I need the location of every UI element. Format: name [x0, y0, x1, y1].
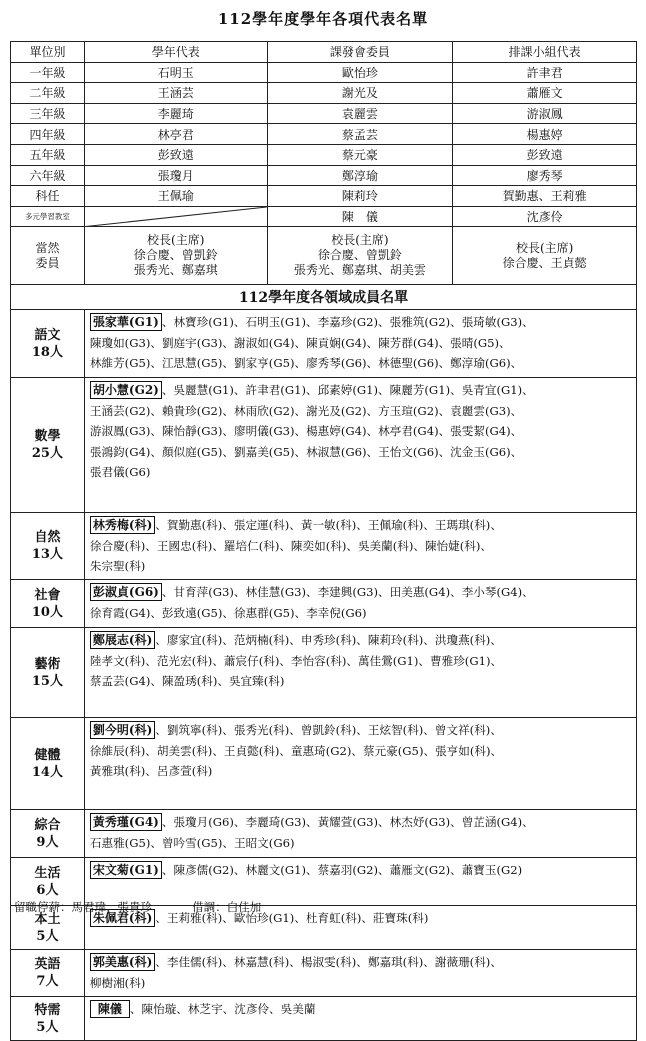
reps-table: [10, 41, 637, 1041]
scheduling-cell: 沈彥伶: [453, 206, 637, 227]
domain-count: 25人: [31, 446, 63, 462]
member-text: 游淑鳳(G3)、陳怡靜(G3)、廖明儀(G3)、楊惠婷(G4)、林亭君(G4)、張雯絜(G4)、: [89, 424, 523, 439]
member-line: [90, 556, 632, 577]
domain-row: [11, 997, 637, 1041]
member-line: [90, 401, 632, 422]
domain-leader: 宋文菊(G1): [90, 861, 162, 879]
member-line: [90, 651, 632, 672]
scheduling-cell: 楊惠婷: [453, 124, 637, 145]
unit-cell: [11, 227, 85, 285]
unit-line: 當然: [35, 240, 60, 255]
section-title-row: [11, 285, 637, 310]
empty-diagonal-cell: [84, 206, 267, 227]
domain-row: [11, 628, 637, 718]
member-line: [90, 333, 632, 354]
grade-rep-cell: 李麗琦: [84, 103, 267, 124]
domain-count: 15人: [31, 673, 63, 689]
member-text: 張君儀(G6): [89, 465, 151, 480]
domain-leader: 劉今明(科): [90, 721, 155, 739]
unit-cell: 六年級: [11, 165, 85, 186]
domain-label: [11, 718, 85, 810]
domain-row: [11, 513, 637, 580]
scheduling-cell: 廖秀琴: [453, 165, 637, 186]
member-text: 徐合慶(科)、王國忠(科)、羅培仁(科)、陳奕如(科)、吳美蘭(科)、陳怡婕(科)、: [89, 538, 492, 553]
unit-cell: 三年級: [11, 103, 85, 124]
member-line: 張秀光、鄭嘉琪: [133, 263, 218, 278]
domain-label: [11, 628, 85, 718]
member-line: [90, 353, 632, 374]
domain-count: 18人: [31, 344, 63, 360]
member-line: [90, 812, 632, 833]
domain-leader: 林秀梅(科): [90, 516, 155, 534]
member-text: 、甘育萍(G3)、林佳慧(G3)、李建興(G3)、田美惠(G4)、李小琴(G4)、: [161, 585, 534, 600]
document-title: 112學年度學年各項代表名單: [217, 10, 429, 28]
scheduling-cell: [453, 227, 637, 285]
grade-rep-cell: 林亭君: [84, 124, 267, 145]
domain-leader: 鄭展志(科): [90, 631, 155, 649]
domain-leader: 彭淑貞(G6): [90, 583, 162, 601]
section-title: 112學年度各領域成員名單: [11, 285, 637, 310]
domain-label: [11, 513, 85, 580]
member-text: 張鴻鈞(G4)、顏似庭(G5)、劉嘉美(G5)、林淑慧(G6)、王怡文(G6)、沈金玉(G6)、: [89, 444, 523, 459]
domain-label: [11, 310, 85, 378]
member-text: 黃雅琪(科)、呂彥萱(科): [89, 764, 213, 779]
domain-members: [84, 513, 636, 580]
member-text: 、陳怡璇、林芝宇、沈彥伶、吳美蘭: [129, 1002, 316, 1017]
member-line: 校長(主席): [331, 233, 389, 248]
domain-leader: 陳儀: [90, 1000, 130, 1018]
scheduling-cell: 賀勤惠、王莉雅: [453, 186, 637, 207]
member-line: [90, 999, 632, 1020]
domain-count: 5人: [36, 1019, 59, 1035]
domain-members: [84, 378, 636, 513]
member-line: [90, 630, 632, 651]
member-text: 柳樹湘(科): [89, 975, 146, 990]
domain-label: [11, 950, 85, 997]
domain-count: 5人: [36, 928, 59, 944]
unit-cell: 多元學習教室: [11, 206, 85, 227]
member-line: [90, 582, 632, 603]
member-text: 徐育霞(G4)、彭致遠(G5)、徐惠群(G5)、李幸倪(G6): [89, 605, 367, 620]
scheduling-cell: 許聿君: [453, 62, 637, 83]
domain-count: 7人: [36, 974, 59, 990]
domain-label: [11, 810, 85, 858]
footer-leave: 留職停薪：馬君瑋、張貴珍: [14, 900, 152, 914]
domain-leader: 胡小慧(G2): [90, 381, 162, 399]
member-line: [90, 380, 632, 401]
domain-members: [84, 997, 636, 1041]
domain-members: [84, 950, 636, 997]
domain-name: 特需: [34, 1002, 61, 1018]
domain-name: 健體: [34, 747, 61, 763]
member-text: 、吳麗慧(G1)、許聿君(G1)、邱素婷(G1)、陳麗芳(G1)、吳青宜(G1)、: [161, 383, 534, 398]
scheduling-cell: 游淑鳳: [453, 103, 637, 124]
domain-leader: 郭美惠(科): [90, 953, 155, 971]
diagonal-line: [85, 207, 267, 227]
member-line: [90, 973, 632, 994]
reps-row-ex-officio: [11, 227, 637, 285]
reps-row: [11, 83, 637, 104]
unit-cell: 一年級: [11, 62, 85, 83]
domain-count: 6人: [36, 882, 59, 898]
domain-name: 自然: [34, 530, 61, 546]
unit-cell: 科任: [11, 186, 85, 207]
member-line: [90, 421, 632, 442]
member-text: 朱宗聖(科): [89, 559, 146, 574]
member-line: [90, 442, 632, 463]
member-text: 王涵芸(G2)、賴貴珍(G2)、林雨欣(G2)、謝光及(G2)、方玉瑄(G2)、袁麗雲(G3)、: [89, 403, 523, 418]
domain-members: [84, 628, 636, 718]
member-line: 校長(主席): [147, 233, 205, 248]
member-text: 石惠雅(G5)、曾吟雪(G5)、王昭文(G6): [89, 835, 295, 850]
member-line: 校長(主席): [515, 240, 574, 255]
domain-row: [11, 310, 637, 378]
domain-row: [11, 718, 637, 810]
reps-row: [11, 165, 637, 186]
member-line: [90, 462, 632, 483]
domain-members: [84, 580, 636, 628]
member-text: 、李佳儒(科)、林嘉慧(科)、楊淑雯(科)、鄭嘉琪(科)、謝薇珊(科)、: [155, 955, 502, 970]
curriculum-cell: 陳莉玲: [267, 186, 453, 207]
domain-count: 9人: [36, 834, 59, 850]
member-text: 、賀勤惠(科)、張定運(科)、黃一敏(科)、王佩瑜(科)、王瑪琪(科)、: [155, 518, 502, 533]
domain-members: [84, 718, 636, 810]
domain-row: [11, 810, 637, 858]
member-line: [90, 741, 632, 762]
member-line: [90, 312, 632, 333]
domain-name: 生活: [34, 865, 61, 881]
member-text: 、陳彥儒(G2)、林麗文(G1)、蔡嘉羽(G2)、蕭雁文(G2)、蕭寶玉(G2): [161, 863, 523, 878]
domain-name: 本土: [34, 911, 61, 927]
header-scheduling: 排課小組代表: [453, 42, 637, 63]
header-unit: 單位別: [11, 42, 85, 63]
member-text: 、張瓊月(G6)、李麗琦(G3)、黃耀萱(G3)、林杰妤(G3)、曾芷涵(G4)、: [161, 815, 534, 830]
member-line: 張秀光、鄭嘉琪、胡美雲: [293, 263, 426, 278]
grade-rep-cell: 石明玉: [84, 62, 267, 83]
domain-row: [11, 950, 637, 997]
domain-members: [84, 810, 636, 858]
reps-row: [11, 124, 637, 145]
domain-count: 14人: [31, 764, 63, 780]
unit-cell: 四年級: [11, 124, 85, 145]
member-text: 、廖家宜(科)、范炳楠(科)、申秀珍(科)、陳莉玲(科)、洪瓊燕(科)、: [155, 633, 502, 648]
curriculum-cell: 蔡元豪: [267, 144, 453, 165]
domain-name: 數學: [34, 429, 61, 445]
member-text: 、王莉雅(科)、歐怡珍(G1)、杜育虹(科)、莊寶珠(科): [155, 911, 429, 926]
header-grade-rep: 學年代表: [84, 42, 267, 63]
domain-name: 語文: [34, 327, 61, 343]
member-line: [90, 515, 632, 536]
domain-count: 10人: [31, 604, 63, 620]
member-line: [90, 860, 632, 881]
member-text: 徐維辰(科)、胡美雲(科)、王貞懿(科)、童惠琦(G2)、蔡元豪(G5)、張亨如(科)、: [89, 743, 503, 758]
grade-rep-cell: [84, 227, 267, 285]
curriculum-cell: [267, 227, 453, 285]
domain-leader: 黃秀瑾(G4): [90, 813, 162, 831]
curriculum-cell: 謝光及: [267, 83, 453, 104]
header-curriculum: 課發會委員: [267, 42, 453, 63]
member-text: 陳瓊如(G3)、劉庭宇(G3)、謝淑如(G4)、陳貢娴(G4)、陳芳群(G4)、張晴(G5)、: [89, 335, 511, 350]
domain-name: 英語: [34, 957, 61, 973]
domain-name: 藝術: [34, 656, 61, 672]
member-line: [90, 761, 632, 782]
member-line: [90, 536, 632, 557]
domain-row: [11, 378, 637, 513]
member-text: 陸孝文(科)、范光宏(科)、蕭宸仔(科)、李怡容(科)、萬佳鶯(G1)、曹雅珍(G1)、: [89, 653, 503, 668]
member-line: [90, 603, 632, 624]
reps-header-row: [11, 42, 637, 63]
domain-label: [11, 378, 85, 513]
member-line: 徐合慶、曾凱鈴: [317, 248, 402, 263]
footer-borrowed: 借調：白佳加: [192, 900, 262, 914]
scheduling-cell: 蕭雁文: [453, 83, 637, 104]
domain-members: [84, 310, 636, 378]
reps-row: [11, 103, 637, 124]
domain-row: [11, 580, 637, 628]
member-line: [90, 720, 632, 741]
member-text: 、劉筑寧(科)、張秀光(科)、曾凱鈴(科)、王炫智(科)、曾文祥(科)、: [155, 723, 502, 738]
member-line: [90, 671, 632, 692]
unit-cell: 二年級: [11, 83, 85, 104]
member-line: 徐合慶、曾凱鈴: [133, 248, 218, 263]
domain-name: 社會: [34, 587, 61, 603]
member-text: 蔡孟芸(G4)、陳盈琇(科)、吳宜臻(科): [89, 674, 285, 689]
member-line: 徐合慶、王貞懿: [502, 255, 587, 270]
footer-note: [14, 899, 261, 915]
domain-leader: 張家華(G1): [90, 313, 162, 331]
member-line: [90, 833, 632, 854]
reps-row: [11, 144, 637, 165]
member-text: 林維芳(G5)、江思慧(G5)、劉家亨(G5)、廖秀琴(G6)、林德聖(G6)、鄭淳瑜(G6)、: [89, 356, 523, 371]
curriculum-cell: 袁麗雲: [267, 103, 453, 124]
member-line: [90, 952, 632, 973]
domain-name: 綜合: [34, 817, 61, 833]
curriculum-cell: 鄭淳瑜: [267, 165, 453, 186]
domain-label: [11, 997, 85, 1041]
grade-rep-cell: 彭致遠: [84, 144, 267, 165]
grade-rep-cell: 王佩瑜: [84, 186, 267, 207]
curriculum-cell: 歐怡珍: [267, 62, 453, 83]
reps-row-multi: [11, 206, 637, 227]
reps-row: [11, 186, 637, 207]
unit-line: 委員: [35, 255, 60, 270]
grade-rep-cell: 張瓊月: [84, 165, 267, 186]
curriculum-cell: 蔡孟芸: [267, 124, 453, 145]
scheduling-cell: 彭致遠: [453, 144, 637, 165]
curriculum-cell: 陳 儀: [267, 206, 453, 227]
unit-cell: 五年級: [11, 144, 85, 165]
domain-leader: 朱佩君(科): [90, 909, 155, 927]
reps-row: [11, 62, 637, 83]
domain-label: [11, 580, 85, 628]
grade-rep-cell: 王涵芸: [84, 83, 267, 104]
member-text: 、林寶珍(G1)、石明玉(G1)、李嘉珍(G2)、張雅筑(G2)、張琦敏(G3)、: [161, 315, 534, 330]
domain-count: 13人: [31, 547, 63, 563]
